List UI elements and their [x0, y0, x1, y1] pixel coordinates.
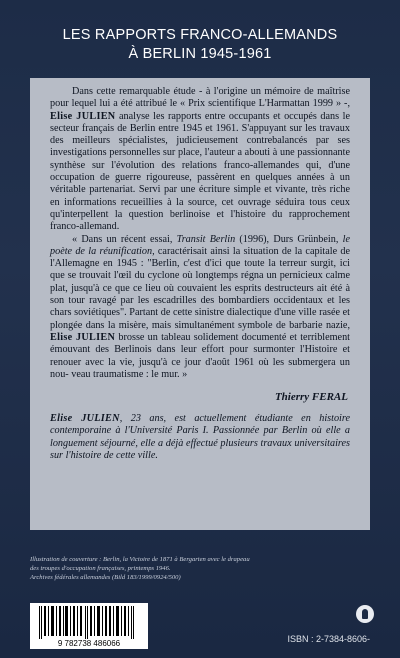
book-reference: Transit Berlin: [176, 233, 236, 245]
summary-paragraph-1: Dans cette remarquable étude - à l'origine un mémoire de maîtrise pour lequel lui a été attribué le « Prix scientifique L'Harmattan 1999 » -, Elise JULIEN analyse les rapports entre occupants et occupés dans le secteur français de Berlin entre 1945 et 1961. S'appuyant sur les travaux des meilleurs spécialistes, judicieusement contrebalancés par ses investigations personnelles sur place, l'auteur a abouti à une passionnante synthèse sur l'évolution des relations franco-allemandes qui, d'une occupation de guerre rigoureuse, passèrent en quelques années à un véritable partenariat. Servi par une écriture simple et vivante, très riche en informations recueillies à la source, cet ouvrage séduira tous ceux qu'interpellent la question berlinoise et l'histoire du rapprochement franco-allemand.: [50, 86, 351, 233]
book-title: [0, 26, 400, 64]
publisher-logo-icon: [356, 605, 374, 623]
author-name: Elise JULIEN: [50, 413, 120, 425]
isbn: ISBN : 2-7384-8606-: [287, 634, 370, 644]
author-bio: Elise JULIEN, 23 ans, est actuellement étudiante en histoire contemporaine à l'Université Paris I. Passionnée par Berlin où elle a longuement séjourné, elle a déjà effectué plusieurs travaux universitaires sur l'histoire de cette ville.: [50, 413, 350, 462]
barcode-image: [30, 603, 148, 649]
title-line-2: À BERLIN 1945-1961: [128, 46, 272, 62]
quote-signature: Thierry FERAL: [274, 391, 348, 404]
summary-paragraph-2: « Dans un récent essai, Transit Berlin (1996), Durs Grünbein, le poète de la réunification, caractérisait ainsi la situation de la capitale de l'Allemagne en 1945 : "Berlin, c'est d'ici que toute la terreur surgit, ici que se trouvait l'œil du cyclone où longtemps régna un pernicieux calme plat, jusqu'à ce que ce lieu où couvaient les esprits destructeurs ait été à son tour ravagé par les escadrilles des bombardiers occidentaux et les chars soviétiques". Partant de cette sinistre dialectique d'une ville rasée et plongée dans la misère, mais simultanément symbole de barbarie nazie, Elise JULIEN brosse un tableau solidement documenté et terriblement émouvant des Berlinois dans leur effort pour surmonter l'Histoire et renouer avec la vie, jusqu'à ce jour d'août 1961 où les submergera un nou- veau traumatisme : le mur. »: [50, 233, 351, 380]
author-name: Elise JULIEN: [50, 331, 116, 343]
barcode-digits: 9 782738 486066: [57, 639, 121, 648]
summary-text-box: [30, 78, 370, 530]
cover-illustration-caption: Illustration de couverture : Berlin, la Victoire de 1871 à Bergarten avec le drapeau des troupes d'occupation françaises, printemps 1946. Archives fédérales allemandes (Bild 183/1999/0924/500): [30, 556, 250, 581]
author-name: Elise JULIEN: [50, 110, 116, 122]
barcode: [30, 603, 148, 649]
title-line-1: LES RAPPORTS FRANCO-ALLEMANDS: [62, 27, 338, 43]
